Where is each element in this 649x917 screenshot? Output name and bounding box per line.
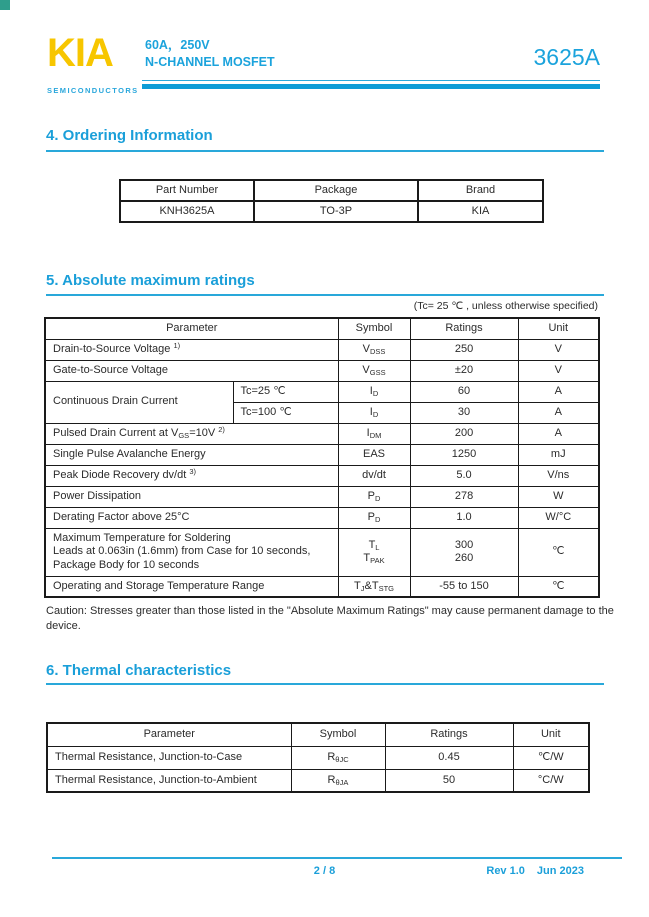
unit-cell: V/ns [518,465,599,486]
parameter-cell: Maximum Temperature for Soldering Leads at 0.063in (1.6mm) from Case for 10 seconds, Package Body for 10 seconds [45,528,338,576]
parameter-cell: Drain-to-Source Voltage $^{1)}$ [45,339,338,360]
symbol-cell: EAS [338,444,410,465]
symbol-cell: $T_L$ $T_{PAK}$ [338,528,410,576]
unit-cell: A [518,402,599,423]
symbol-cell: $R_{\theta JC}$ [291,746,385,769]
parameter-cell: Power Dissipation [45,486,338,507]
table-row [45,465,599,486]
part-number-cell: KNH3625A [120,201,254,222]
section-heading-ordering: 4. Ordering Information [46,127,213,144]
rating-cell: 278 [410,486,518,507]
section-heading-thermal: 6. Thermal characteristics [46,662,232,679]
col-header: Part Number [120,180,254,201]
symbol-cell: $P_D$ [338,507,410,528]
symbol-cell: $P_D$ [338,486,410,507]
col-header: Ratings [385,723,513,746]
parameter-cell: Single Pulse Avalanche Energy [45,444,338,465]
unit-cell: W/°C [518,507,599,528]
abs-header-row [45,318,599,339]
col-header: Parameter [45,318,338,339]
ordering-table [119,179,544,223]
col-header: Unit [518,318,599,339]
condition-cell: Tc=100 ℃ [233,402,338,423]
section-heading-abs-max: 5. Absolute maximum ratings [46,272,255,289]
unit-cell: V [518,360,599,381]
symbol-cell: $T_J\&T_{STG}$ [338,576,410,597]
page-number: 2 / 8 [313,865,336,877]
table-row [47,746,589,769]
symbol-cell: dv/dt [338,465,410,486]
parameter-cell: Thermal Resistance, Junction-to-Case [47,746,291,769]
rating-cell: -55 to 150 [410,576,518,597]
parameter-cell: Pulsed Drain Current at $V_{GS}=10V$ $^{2)}$ [45,423,338,444]
table-row [45,360,599,381]
rating-cell: 300 260 [410,528,518,576]
unit-cell: ℃/W [513,746,589,769]
parameter-cell: Derating Factor above 25°C [45,507,338,528]
table-row [45,576,599,597]
symbol-cell: $I_D$ [338,381,410,402]
section-rule-ordering [46,150,604,152]
absolute-maximum-ratings-table [44,317,600,598]
table-row [45,507,599,528]
corner-mark [0,0,10,10]
table-row [45,444,599,465]
section-rule-abs-max [46,294,604,296]
package-cell: TO-3P [254,201,418,222]
rating-cell: ±20 [410,360,518,381]
col-header: Package [254,180,418,201]
rating-cell: 1.0 [410,507,518,528]
caution-note: Caution: Stresses greater than those listed in the "Absolute Maximum Ratings" may cause permanent damage to the device. [46,605,614,632]
table-row [45,486,599,507]
symbol-cell: $I_{DM}$ [338,423,410,444]
unit-cell: °C/W [513,769,589,792]
table-row [45,339,599,360]
symbol-cell: $V_{DSS}$ [338,339,410,360]
parameter-cell: Gate-to-Source Voltage [45,360,338,381]
rating-cell: 30 [410,402,518,423]
table-row [47,769,589,792]
thermal-characteristics-table [46,722,590,793]
symbol-cell: $I_D$ [338,402,410,423]
symbol-cell: $R_{\theta JA}$ [291,769,385,792]
rating-cell: 5.0 [410,465,518,486]
symbol-cell: $V_{GSS}$ [338,360,410,381]
unit-cell: ℃ [518,528,599,576]
rating-cell: 60 [410,381,518,402]
ordering-header-row [120,180,543,201]
col-header: Ratings [410,318,518,339]
revision-label: Rev 1.0 [486,865,525,877]
header-rule-thick [142,84,600,89]
logo-subtext: SEMICONDUCTORS [47,86,139,95]
col-header: Brand [418,180,543,201]
rating-cell: 250 [410,339,518,360]
unit-cell: A [518,381,599,402]
revision-date: Jun 2023 [536,865,584,877]
footer-rule [52,857,622,859]
col-header: Parameter [47,723,291,746]
parameter-cell: Peak Diode Recovery dv/dt $^{3)}$ [45,465,338,486]
unit-cell: ℃ [518,576,599,597]
device-rating-text: 60A，250V [145,38,210,52]
device-type-text: N-CHANNEL MOSFET [145,55,275,69]
unit-cell: mJ [518,444,599,465]
unit-cell: A [518,423,599,444]
rating-cell: 50 [385,769,513,792]
parameter-cell: Continuous Drain Current [45,381,233,423]
header-rule-thin [142,80,600,81]
part-number-title: 3625A [533,44,600,70]
col-header: Unit [513,723,589,746]
col-header: Symbol [338,318,410,339]
rating-cell: 200 [410,423,518,444]
table-row [45,423,599,444]
section-rule-thermal [46,683,604,685]
kia-logo: KIA [47,31,113,75]
unit-cell: W [518,486,599,507]
revision-info [400,865,584,877]
condition-note: (Tc= 25 ℃ , unless otherwise specified) [413,300,598,312]
rating-cell: 0.45 [385,746,513,769]
col-header: Symbol [291,723,385,746]
thermal-header-row [47,723,589,746]
condition-cell: Tc=25 ℃ [233,381,338,402]
parameter-cell: Operating and Storage Temperature Range [45,576,338,597]
ordering-data-row [120,201,543,222]
brand-cell: KIA [418,201,543,222]
unit-cell: V [518,339,599,360]
table-row [45,381,599,402]
rating-cell: 1250 [410,444,518,465]
parameter-cell: Thermal Resistance, Junction-to-Ambient [47,769,291,792]
table-row [45,528,599,576]
